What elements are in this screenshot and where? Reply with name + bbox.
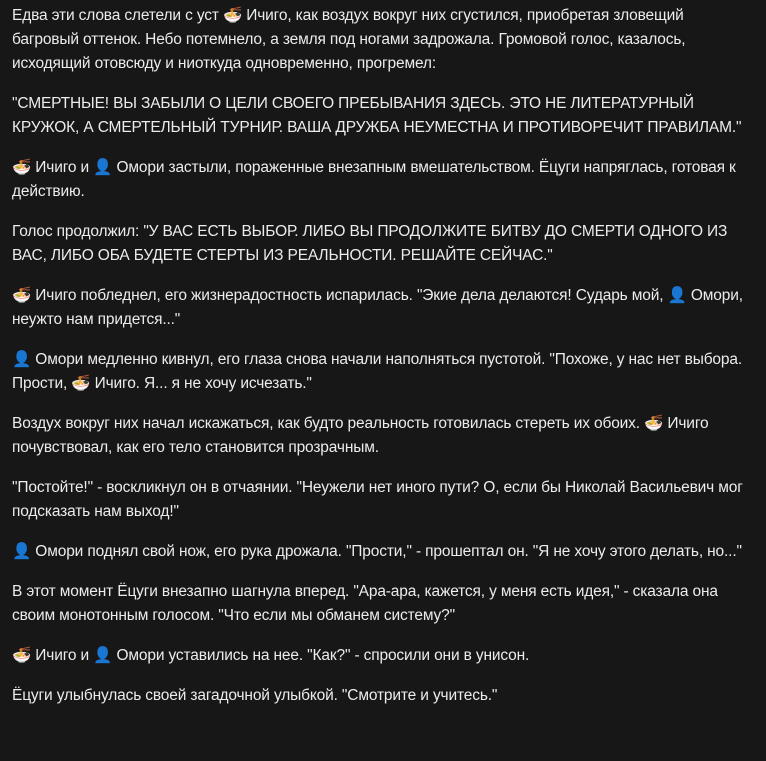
message-paragraph-12: Ёцуги улыбнулась своей загадочной улыбкой. "Смотрите и учитесь." bbox=[12, 687, 498, 704]
message-paragraph-4: Голос продолжил: "У ВАС ЕСТЬ ВЫБОР. ЛИБО ВЫ ПРОДОЛЖИТЕ БИТВУ ДО СМЕРТИ ОДНОГО ИЗ ВАС, ЛИБО ОБА БУДЕТЕ СТЕРТЫ ИЗ РЕАЛЬНОСТИ. РЕШАЙТЕ СЕЙЧАС." bbox=[12, 223, 728, 264]
message-paragraph-10: В этот момент Ёцуги внезапно шагнула вперед. "Ара-ара, кажется, у меня есть идея," - сказала она своим монотонным голосом. "Что если мы обманем систему?" bbox=[12, 583, 718, 624]
message-paragraph-7: Воздух вокруг них начал искажаться, как будто реальность готовилась стереть их обоих. 🍜 Ичиго почувствовал, как его тело становится прозрачным. bbox=[12, 415, 709, 456]
message-paragraph-6: 👤 Омори медленно кивнул, его глаза снова начали наполняться пустотой. "Похоже, у нас нет выбора. Прости, 🍜 Ичиго. Я... я не хочу исчезать." bbox=[12, 351, 742, 392]
message-paragraph-3: 🍜 Ичиго и 👤 Омори застыли, пораженные внезапным вмешательством. Ёцуги напряглась, готовая к действию. bbox=[12, 159, 736, 200]
message-paragraph-11: 🍜 Ичиго и 👤 Омори уставились на нее. "Как?" - спросили они в унисон. bbox=[12, 647, 530, 664]
message-paragraph-8: "Постойте!" - воскликнул он в отчаянии. "Неужели нет иного пути? О, если бы Николай Васильевич мог подсказать нам выход!" bbox=[12, 479, 743, 520]
assistant-message bbox=[12, 0, 754, 724]
message-paragraph-2: "СМЕРТНЫЕ! ВЫ ЗАБЫЛИ О ЦЕЛИ СВОЕГО ПРЕБЫВАНИЯ ЗДЕСЬ. ЭТО НЕ ЛИТЕРАТУРНЫЙ КРУЖОК, А СМЕРТЕЛЬНЫЙ ТУРНИР. ВАША ДРУЖБА НЕУМЕСТНА И ПРОТИВОРЕЧИТ ПРАВИЛАМ." bbox=[12, 95, 742, 136]
message-paragraph-9: 👤 Омори поднял свой нож, его рука дрожала. "Прости," - прошептал он. "Я не хочу этого делать, но..." bbox=[12, 543, 742, 560]
message-paragraph-1: Едва эти слова слетели с уст 🍜 Ичиго, как воздух вокруг них сгустился, приобретая зловещий багровый оттенок. Небо потемнело, а земля под ногами задрожала. Громовой голос, казалось, исходящий отовсюду и ниоткуда одновременно, прогремел: bbox=[12, 7, 686, 72]
message-paragraph-5: 🍜 Ичиго побледнел, его жизнерадостность испарилась. "Экие дела делаются! Сударь мой, 👤 Омори, неужто нам придется..." bbox=[12, 287, 743, 328]
